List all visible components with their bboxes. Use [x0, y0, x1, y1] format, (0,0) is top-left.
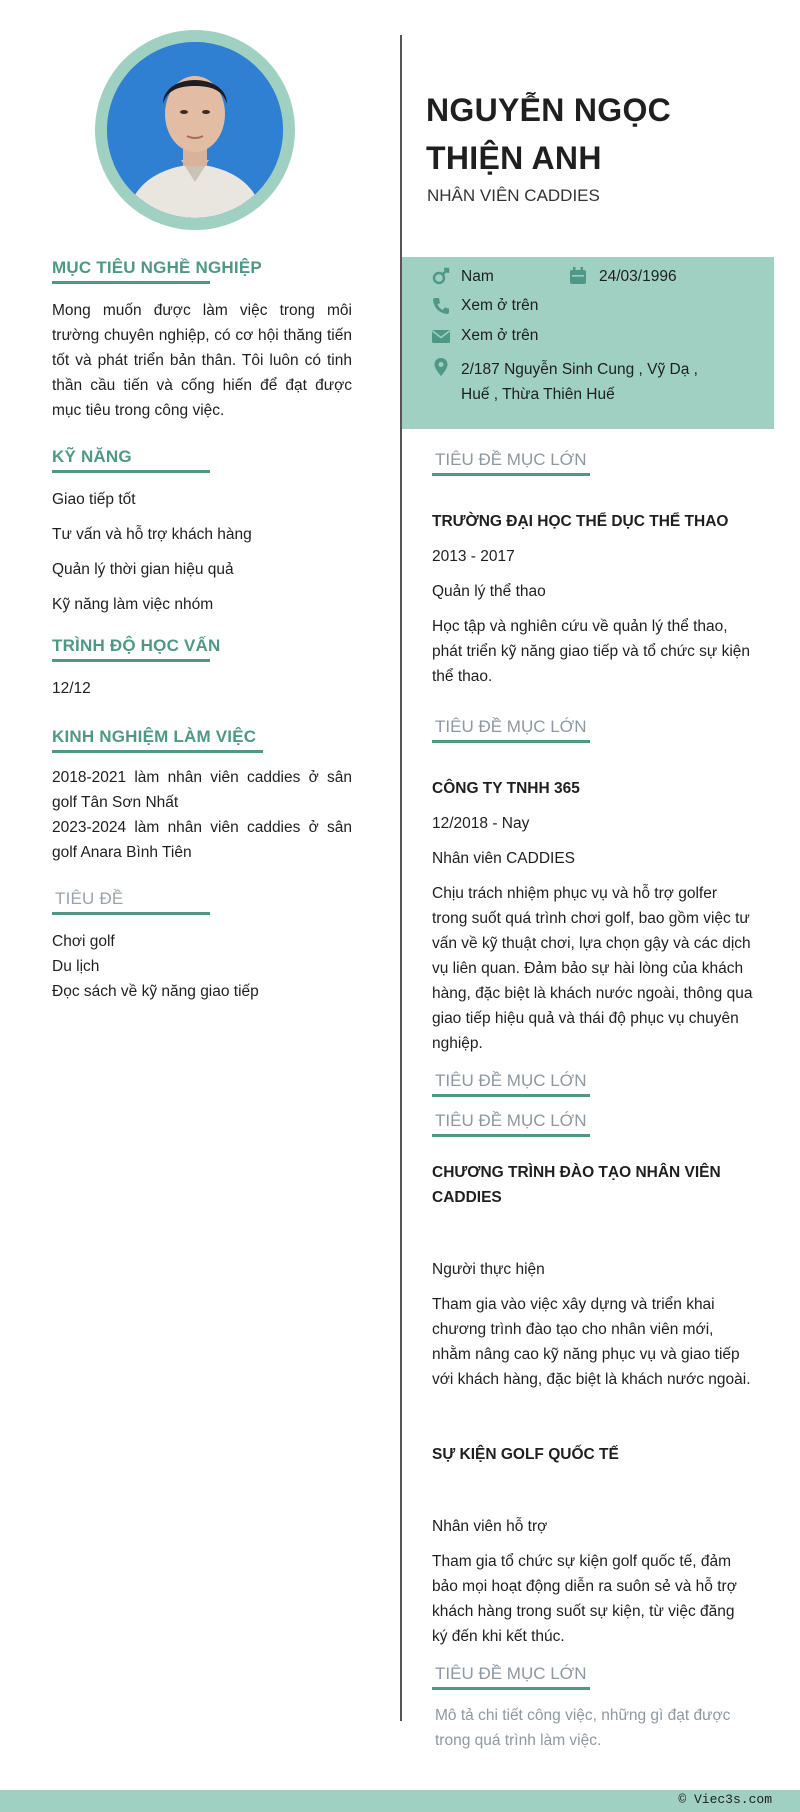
hobby-item: Du lịch — [52, 958, 100, 975]
hobbies-title: TIÊU ĐỀ — [52, 889, 210, 915]
objective-text: Mong muốn được làm việc trong môi trường chuyên nghiệp, có cơ hội thăng tiến tốt và phát triển bản thân. Tôi luôn có tinh thần cầu tiến và cống hiến để đạt được mục tiêu trong công việc. — [52, 302, 352, 419]
email-icon — [431, 326, 451, 346]
section-title-placeholder: TIÊU ĐỀ MỤC LỚN — [432, 1664, 590, 1690]
skill-item: Tư vấn và hỗ trợ khách hàng — [52, 526, 252, 543]
gender-icon — [431, 267, 451, 287]
experience-item: 2018-2021 làm nhân viên caddies ở sân golf Tân Sơn Nhất — [52, 769, 352, 811]
education-description: Học tập và nghiên cứu về quản lý thể thao, phát triển kỹ năng giao tiếp và tổ chức sự kiện thể thao. — [432, 618, 751, 685]
footer-credit: © Viec3s.com — [678, 1792, 772, 1807]
calendar-icon — [568, 266, 588, 286]
education-level-title: TRÌNH ĐỘ HỌC VẤN — [52, 636, 210, 662]
phone-value: Xem ở trên — [461, 297, 539, 314]
experience-item: 2023-2024 làm nhân viên caddies ở sân golf Anara Bình Tiên — [52, 819, 352, 861]
skills-title: KỸ NĂNG — [52, 447, 210, 473]
work-entry — [432, 776, 754, 1056]
hobby-item: Đọc sách về kỹ năng giao tiếp — [52, 983, 259, 1000]
section-title-empty: TIÊU ĐỀ MỤC LỚN — [432, 1071, 590, 1097]
school-name: TRƯỜNG ĐẠI HỌC THỂ DỤC THỂ THAO — [432, 513, 729, 530]
project-role: Người thực hiện — [432, 1261, 545, 1278]
avatar — [95, 30, 295, 230]
education-period: 2013 - 2017 — [432, 548, 515, 565]
project-description: Tham gia vào việc xây dựng và triển khai chương trình đào tạo cho nhân viên mới, nhằm nâng cao kỹ năng phục vụ và giao tiếp với khách hàng, đặc biệt là khách nước ngoài. — [432, 1296, 751, 1388]
placeholder-description: Mô tả chi tiết công việc, những gì đạt được trong quá trình làm việc. — [435, 1707, 731, 1749]
skills-section — [52, 447, 352, 617]
skill-item: Giao tiếp tốt — [52, 491, 136, 508]
education-level-section — [52, 636, 352, 701]
hobby-item: Chơi golf — [52, 933, 115, 950]
candidate-name: NGUYỄN NGỌC THIỆN ANH — [426, 92, 672, 176]
section-title-work: TIÊU ĐỀ MỤC LỚN — [432, 717, 590, 743]
hobbies-section — [52, 889, 352, 1004]
education-entry — [432, 509, 754, 689]
project-description: Tham gia tổ chức sự kiện golf quốc tế, đảm bảo mọi hoạt động diễn ra suôn sẻ và hỗ trợ khách hàng trong suốt sự kiện, từ việc đăng ký đến khi kết thúc. — [432, 1553, 737, 1645]
footer-bar — [0, 1790, 800, 1812]
experience-title: KINH NGHIỆM LÀM VIỆC — [52, 727, 263, 753]
experience-section — [52, 727, 352, 865]
email-value: Xem ở trên — [461, 327, 539, 344]
skill-item: Quản lý thời gian hiệu quả — [52, 561, 234, 578]
gender-value: Nam — [461, 268, 494, 285]
person-portrait-icon — [107, 42, 283, 218]
location-pin-icon — [431, 357, 451, 377]
project-name: CHƯƠNG TRÌNH ĐÀO TẠO NHÂN VIÊN CADDIES — [432, 1164, 721, 1206]
phone-icon — [431, 296, 451, 316]
project-entry — [432, 1160, 754, 1392]
profile-photo — [107, 42, 283, 218]
work-role: Nhân viên CADDIES — [432, 850, 576, 867]
project-role: Nhân viên hỗ trợ — [432, 1518, 548, 1535]
contact-panel — [402, 257, 774, 429]
address-value: 2/187 Nguyễn Sinh Cung , Vỹ Dạ , Huế , Thừa Thiên Huế — [461, 361, 698, 403]
education-major: Quản lý thể thao — [432, 583, 546, 600]
section-title-education: TIÊU ĐỀ MỤC LỚN — [432, 450, 590, 476]
birthdate-value: 24/03/1996 — [599, 268, 677, 285]
project-entry — [432, 1442, 754, 1649]
work-period: 12/2018 - Nay — [432, 815, 530, 832]
candidate-position: NHÂN VIÊN CADDIES — [427, 186, 600, 205]
objective-section — [52, 258, 352, 423]
company-name: CÔNG TY TNHH 365 — [432, 780, 580, 797]
objective-title: MỤC TIÊU NGHỀ NGHIỆP — [52, 258, 210, 284]
section-title-projects: TIÊU ĐỀ MỤC LỚN — [432, 1111, 590, 1137]
education-level-value: 12/12 — [52, 680, 91, 697]
skill-item: Kỹ năng làm việc nhóm — [52, 596, 214, 613]
work-description: Chịu trách nhiệm phục vụ và hỗ trợ golfer trong suốt quá trình chơi golf, bao gồm việc tư vấn về kỹ thuật chơi, lựa chọn gậy và các dịch vụ liên quan. Đảm bảo sự hài lòng của khách hàng, đặc biệt là khách nước ngoài, thông qua giao tiếp hiệu quả và thái độ phục vụ chuyên nghiệp. — [432, 885, 753, 1052]
project-name: SỰ KIỆN GOLF QUỐC TẾ — [432, 1446, 619, 1463]
